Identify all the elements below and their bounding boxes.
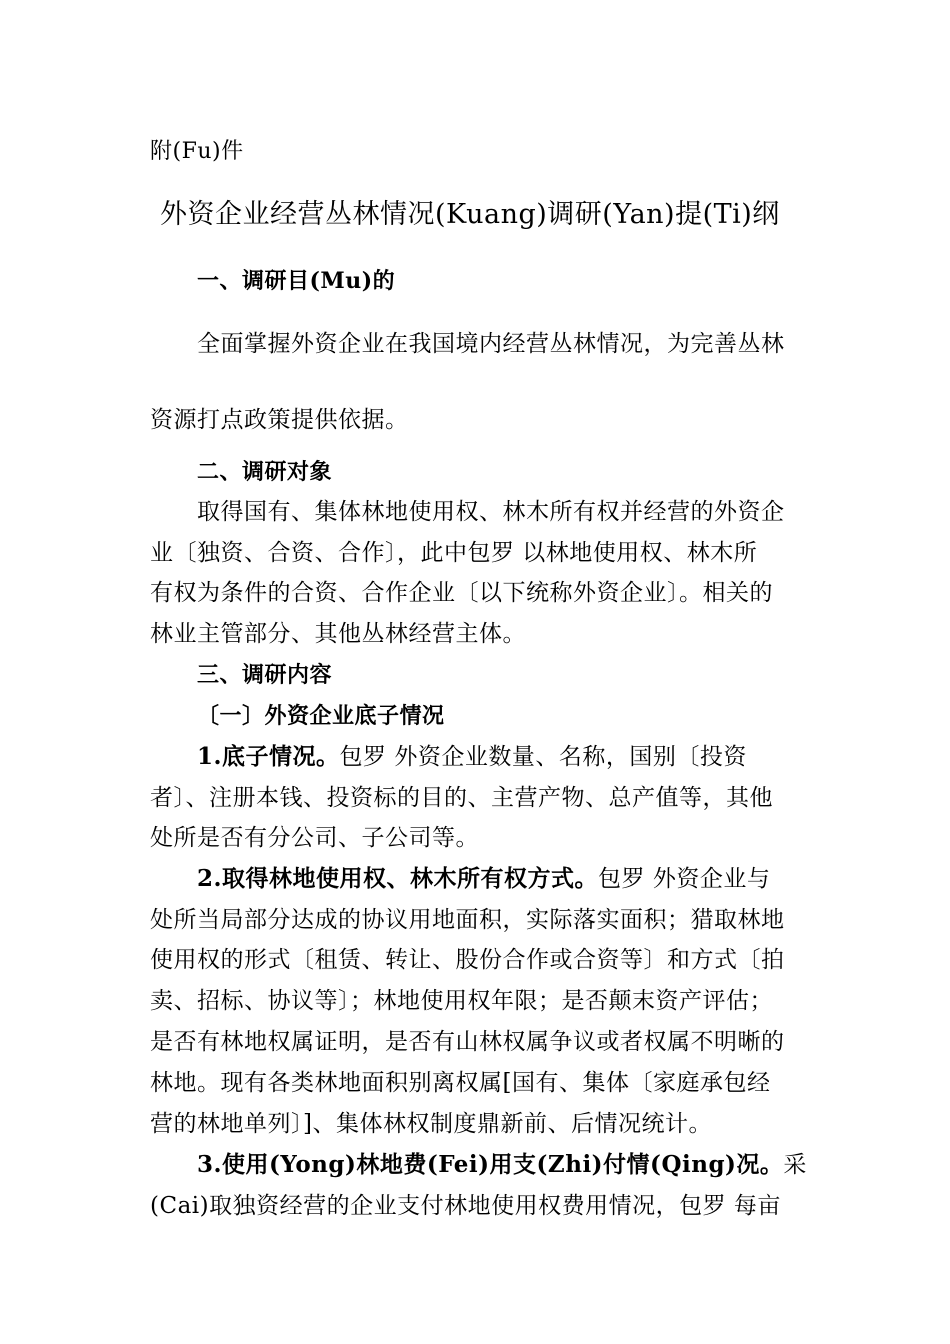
item2-line-5: 是否有林地权属证明，是否有山林权属争议或者权属不明晰的: [150, 1029, 785, 1055]
attachment-label: 附(Fu)件: [150, 139, 244, 164]
section2-line-4: 林业主管部分、其他丛林经营主体。: [150, 621, 526, 647]
item1-line-3: 处所是否有分公司、子公司等。: [150, 825, 479, 851]
item1-line-2: 者〕、注册本钱、投资标的目的、主营产物、总产值等，其他: [150, 785, 773, 811]
item2-line-7: 营的林地单列〕]、集体林权制度鼎新前、后情况统计。: [150, 1111, 712, 1137]
section3-subheading: 〔一〕外资企业底子情况: [197, 703, 445, 729]
section2-line-3: 有权为条件的合资、合作企业〔以下统称外资企业〕。相关的: [150, 580, 773, 606]
item2-line-1: [197, 864, 770, 894]
section1-line-1: 全面掌握外资企业在我国境内经营丛林情况，为完善丛林: [197, 331, 785, 357]
section2-line-2: 业〔独资、合资、合作〕，此中包罗 以林地使用权、林木所: [150, 540, 758, 566]
item1-text: 包罗 外资企业数量、名称，国别〔投资: [339, 744, 747, 770]
item1-line-1: [197, 742, 747, 772]
item2-line-2: 处所当局部分达成的协议用地面积，实际落实面积；猎取林地: [150, 907, 785, 933]
item3-lead: 3.使用(Yong)林地费(Fei)用支(Zhi)付情(Qing)况。: [197, 1151, 784, 1178]
item3-text: 采: [783, 1152, 807, 1178]
section3-heading: 三、调研内容: [197, 662, 333, 688]
item2-line-3: 使用权的形式〔租赁、转让、股份合作或合资等〕和方式〔拍: [150, 947, 785, 973]
item2-lead: 2.取得林地使用权、林木所有权方式。: [197, 865, 599, 892]
section1-line-2: 资源打点政策提供依据。: [150, 407, 409, 433]
document-title: 外资企业经营丛林情况(Kuang)调研(Yan)提(Ti)纲: [160, 199, 780, 230]
section2-heading: 二、调研对象: [197, 459, 333, 485]
item2-line-6: 林地。现有各类林地面积别离权属[国有、集体〔家庭承包经: [150, 1070, 771, 1096]
item2-text: 包罗 外资企业与: [598, 866, 771, 892]
item3-line-2: (Cai)取独资经营的企业支付林地使用权费用情况，包罗 每亩: [150, 1193, 781, 1219]
item1-lead: 1.底子情况。: [197, 743, 340, 770]
item3-line-1: [197, 1150, 807, 1180]
section2-line-1: 取得国有、集体林地使用权、林木所有权并经营的外资企: [197, 499, 785, 525]
section1-heading: 一、调研目(Mu)的: [197, 268, 396, 294]
item2-line-4: 卖、招标、协议等〕；林地使用权年限；是否颠末资产评估；: [150, 988, 773, 1014]
